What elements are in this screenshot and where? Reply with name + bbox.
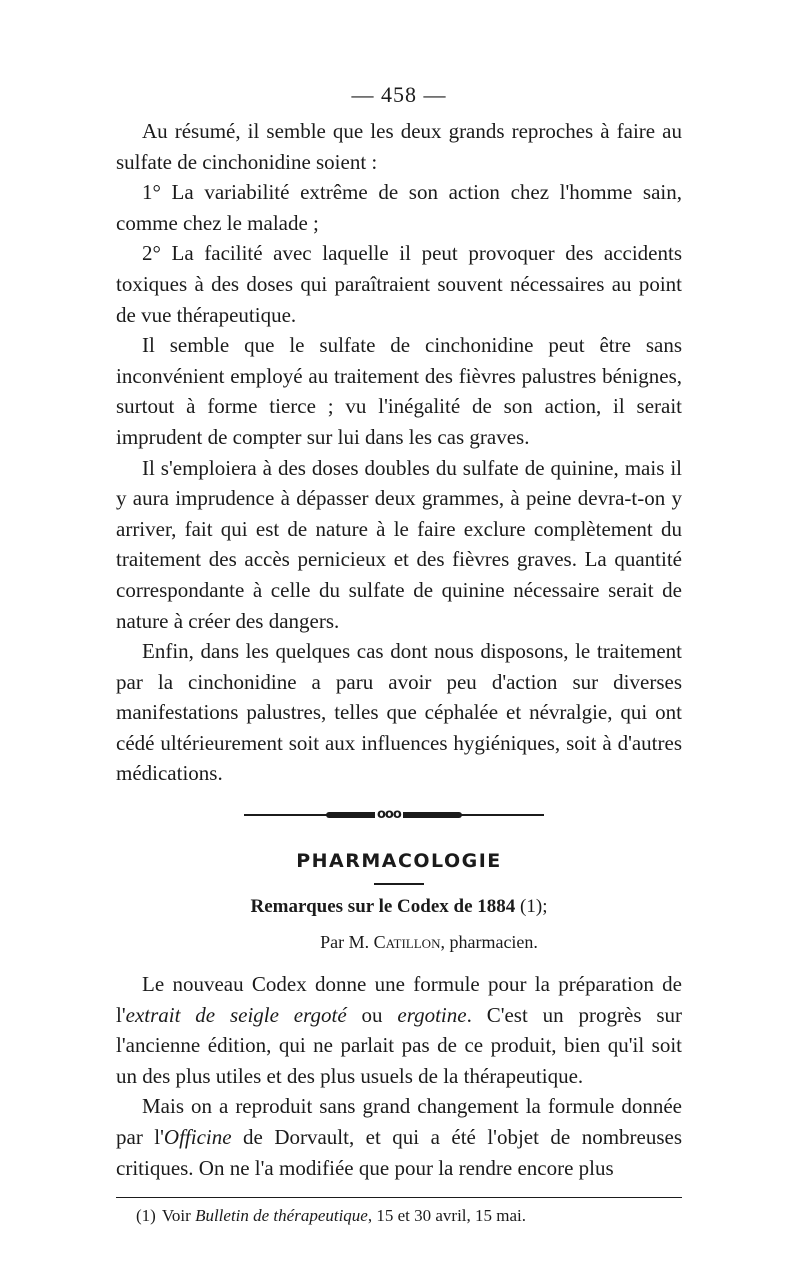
paragraph: Il s'emploiera à des doses doubles du sulfate de quinine, mais il y aura imprudence à dépasser deux grammes, à peine devra-t-on y arriver, fait qui est de nature à le faire exclure complètement du traitement des accès pernicieux et des fièvres graves. La quantité correspondante à celle du sulfate de quinine nécessaire serait de nature à créer des dangers. <box>116 455 682 633</box>
footnote-reference: (1); <box>515 896 548 918</box>
text-run: . C'est un progrès sur l'ancienne édition, qui ne parlait pas de ce produit, bien qu'il soit un des plus utiles et des plus usuels de la thérapeutique. <box>116 1002 683 1088</box>
author-name: Catillon <box>373 932 441 953</box>
paragraph: Au résumé, il semble que les deux grands reproches à faire au sulfate de cinchonidine soient : <box>116 119 682 174</box>
paragraph: 2° La facilité avec laquelle il peut provoquer des accidents toxiques à des doses qui paraîtraient souvent nécessaires au point de vue thérapeutique. <box>116 241 682 327</box>
section-separator <box>116 795 682 835</box>
italic-term: ergotine <box>397 1002 467 1027</box>
italic-term: Officine <box>163 1125 232 1150</box>
article-subtitle <box>116 893 682 921</box>
text-run: de Dorvault, et qui a été l'objet de nombreuses critiques. On ne l'a modifiée que pour la rendre encore plus <box>116 1125 683 1180</box>
book-page <box>116 82 682 1228</box>
body-text-lower <box>116 969 682 1183</box>
byline-prefix: Par M. <box>320 932 374 953</box>
italic-term: extrait de seigle ergoté <box>125 1002 347 1027</box>
text-run: ou <box>346 1002 398 1027</box>
title-rule <box>374 883 424 885</box>
paragraph: 1° La variabilité extrême de son action chez l'homme sain, comme chez le malade ; <box>116 180 682 235</box>
footnote-suffix: , 15 et 30 avril, 15 mai. <box>367 1206 527 1226</box>
author-byline <box>176 929 682 955</box>
footnote-rule <box>116 1197 682 1198</box>
journal-title: Bulletin de thérapeutique <box>195 1206 368 1226</box>
subtitle-text: Remarques sur le Codex de 1884 <box>250 896 516 918</box>
paragraph: Enfin, dans les quelques cas dont nous disposons, le traitement par la cinchonidine a paru avoir peu d'action sur diverses manifestations palustres, telles que céphalée et névralgie, qui ont cédé ultérieurement soit aux influences hygiéniques, soit à d'autres médications. <box>116 639 682 786</box>
footnote-number: (1) <box>136 1206 156 1226</box>
separator-ornament: ooo <box>375 805 403 825</box>
footnote-prefix: Voir <box>161 1206 196 1226</box>
page-number: — 458 — <box>351 82 447 107</box>
text-run: Mais on a reproduit sans grand changement la formule donnée par l' <box>116 1094 682 1150</box>
section-title: PHARMACOLOGIE <box>296 850 502 873</box>
text-run: Le nouveau Codex donne une formule pour la préparation de l' <box>116 972 682 1027</box>
footnote <box>116 1204 682 1228</box>
paragraph: Il semble que le sulfate de cinchonidine peut être sans inconvénient employé au traitement des fièvres palustres bénignes, surtout à forme tierce ; vu l'inégalité de son action, il serait imprudent de compter sur lui dans les cas graves. <box>116 333 682 449</box>
body-text-upper <box>116 116 682 789</box>
paragraph <box>116 1091 682 1183</box>
byline-suffix: , pharmacien. <box>440 932 538 953</box>
paragraph <box>116 969 682 1091</box>
